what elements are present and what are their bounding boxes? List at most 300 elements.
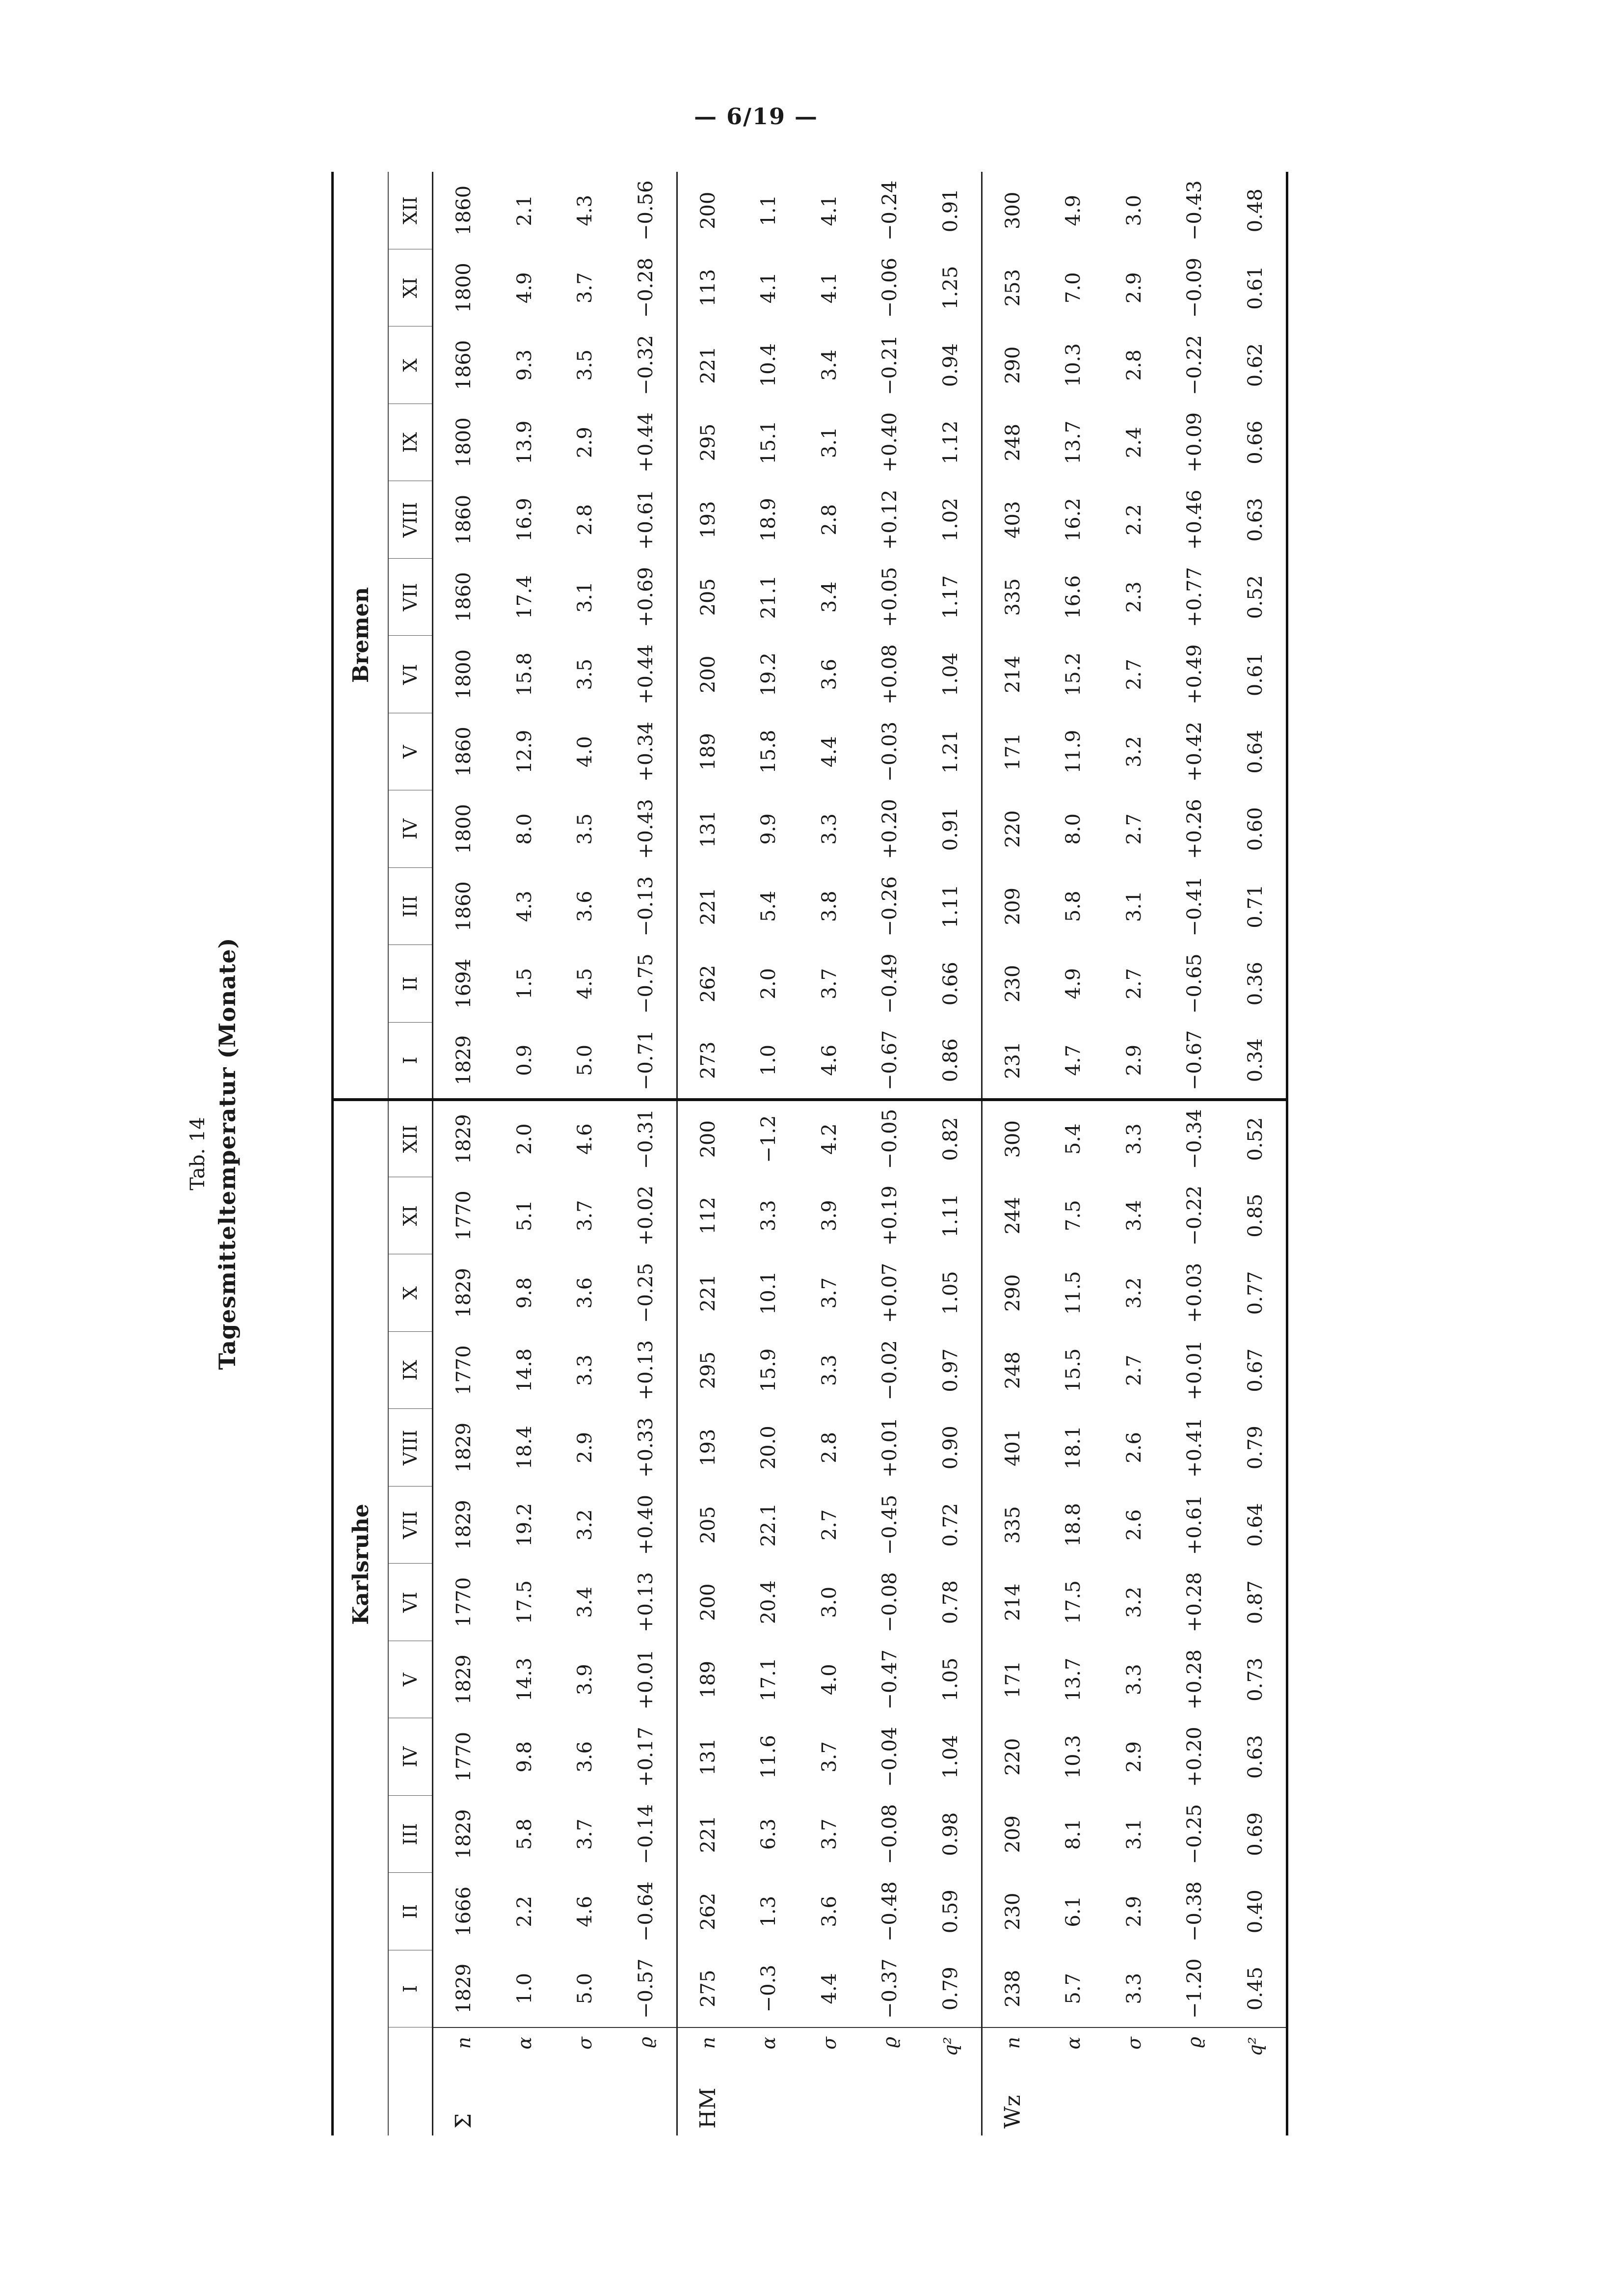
cell-bremen: 15.2	[1062, 652, 1085, 697]
cell-bremen: 220	[982, 790, 1043, 868]
cell-bremen: +0.49	[1183, 644, 1206, 705]
cell-bremen: −0.13	[634, 876, 657, 937]
cell-karlsruhe: +0.01	[1183, 1340, 1206, 1401]
cell-bremen: −0.22	[1183, 335, 1206, 396]
cell-karlsruhe: +0.41	[1183, 1417, 1206, 1478]
month-header: VII	[388, 1486, 433, 1564]
group-label	[1164, 2081, 1224, 2135]
cell-bremen: 2.2	[1122, 504, 1145, 536]
cell-bremen: 171	[982, 713, 1043, 791]
month-header: V	[388, 713, 433, 791]
cell-karlsruhe: 275	[677, 1950, 738, 2028]
month-header: VI	[388, 1564, 433, 1641]
cell-bremen: +0.69	[634, 567, 657, 627]
cell-bremen: 193	[677, 481, 738, 559]
month-header: VIII	[388, 481, 433, 559]
cell-karlsruhe: −0.37	[859, 1950, 920, 2028]
stat-label: q²	[1225, 2027, 1287, 2081]
cell-bremen: 0.71	[1225, 868, 1287, 945]
cell-karlsruhe: 0.79	[1225, 1409, 1287, 1486]
cell-bremen: 1.04	[939, 652, 962, 697]
month-header: III	[388, 1796, 433, 1873]
cell-karlsruhe: 6.1	[1062, 1895, 1085, 1927]
stat-label: n	[433, 2027, 494, 2081]
table-row	[1043, 172, 1103, 2135]
cell-karlsruhe: 3.6	[573, 1277, 596, 1309]
cell-karlsruhe: 11.6	[757, 1735, 780, 1779]
cell-karlsruhe: 171	[982, 1641, 1043, 1719]
cell-karlsruhe: −0.04	[878, 1727, 901, 1787]
cell-bremen: 2.1	[513, 194, 536, 226]
cell-karlsruhe: 19.2	[513, 1503, 536, 1547]
cell-karlsruhe: 193	[677, 1409, 738, 1486]
cell-bremen: 8.0	[513, 813, 536, 845]
stat-label: α	[513, 2037, 535, 2050]
cell-bremen: 17.4	[513, 575, 536, 619]
cell-karlsruhe: 2.8	[818, 1432, 841, 1463]
cell-bremen: −0.03	[878, 721, 901, 782]
stat-label: σ	[1123, 2037, 1145, 2050]
cell-karlsruhe: 1829	[433, 1100, 494, 1177]
cell-bremen: 0.64	[1225, 713, 1287, 791]
cell-bremen: 11.9	[1062, 729, 1085, 774]
table-caption	[186, 810, 255, 1497]
header-blank	[333, 2027, 389, 2081]
cell-karlsruhe: 4.0	[818, 1664, 841, 1696]
cell-karlsruhe: 295	[677, 1332, 738, 1409]
cell-karlsruhe: 0.45	[1225, 1950, 1287, 2028]
cell-karlsruhe: 189	[677, 1641, 738, 1719]
cell-bremen: 248	[982, 404, 1043, 482]
cell-karlsruhe: 3.2	[573, 1509, 596, 1541]
cell-bremen: 253	[982, 249, 1043, 327]
cell-karlsruhe: 3.1	[1122, 1818, 1145, 1850]
cell-karlsruhe: 3.9	[573, 1664, 596, 1696]
cell-bremen: −0.56	[634, 180, 657, 241]
month-header: I	[388, 1950, 433, 2028]
cell-bremen: 221	[677, 326, 738, 404]
cell-karlsruhe: 2.7	[818, 1509, 841, 1541]
cell-bremen: 3.5	[573, 813, 596, 845]
cell-bremen: +0.08	[878, 644, 901, 705]
cell-bremen: 3.1	[573, 581, 596, 613]
table-row	[859, 172, 920, 2135]
cell-bremen: 0.61	[1225, 636, 1287, 713]
cell-bremen: 0.62	[1225, 326, 1287, 404]
cell-karlsruhe: 262	[677, 1873, 738, 1950]
cell-bremen: 3.5	[573, 658, 596, 690]
month-header: IX	[388, 404, 433, 482]
cell-karlsruhe: 221	[677, 1796, 738, 1873]
cell-bremen: 3.5	[573, 349, 596, 381]
cell-bremen: 1.12	[939, 420, 962, 464]
cell-bremen: 200	[677, 636, 738, 713]
group-label	[859, 2081, 920, 2135]
cell-karlsruhe: +0.28	[1183, 1649, 1206, 1710]
cell-bremen: +0.44	[634, 644, 657, 705]
group-label: HM	[677, 2081, 738, 2135]
group-label	[920, 2081, 982, 2135]
cell-karlsruhe: +0.40	[634, 1494, 657, 1555]
cell-karlsruhe: 10.1	[757, 1271, 780, 1315]
cell-karlsruhe: 1829	[433, 1950, 494, 2028]
cell-karlsruhe: 3.3	[757, 1200, 780, 1232]
cell-karlsruhe: −0.08	[878, 1804, 901, 1864]
cell-bremen: 2.9	[573, 427, 596, 459]
cell-karlsruhe: 0.59	[939, 1890, 962, 1934]
cell-bremen: 12.9	[513, 729, 536, 774]
cell-karlsruhe: 5.0	[555, 1950, 615, 2028]
cell-bremen: 189	[677, 713, 738, 791]
cell-bremen: 5.8	[1062, 891, 1085, 922]
cell-bremen: 2.7	[1122, 813, 1145, 845]
cell-karlsruhe: 9.8	[513, 1277, 536, 1309]
cell-karlsruhe: −0.45	[878, 1494, 901, 1555]
cell-bremen: +0.44	[634, 412, 657, 473]
cell-bremen: 3.6	[818, 658, 841, 690]
cell-bremen: 221	[677, 868, 738, 945]
cell-karlsruhe: +0.02	[634, 1185, 657, 1246]
cell-karlsruhe: −0.57	[615, 1950, 677, 2028]
cell-bremen: 290	[982, 326, 1043, 404]
cell-karlsruhe: 14.3	[513, 1657, 536, 1702]
cell-bremen: 1860	[433, 481, 494, 559]
cell-karlsruhe: 0.87	[1225, 1564, 1287, 1641]
cell-karlsruhe: −0.08	[878, 1572, 901, 1633]
table-container	[331, 172, 1288, 2135]
group-label: Wz	[982, 2081, 1043, 2135]
cell-karlsruhe: 3.4	[1122, 1200, 1145, 1232]
table-title: Tagesmitteltemperatur (Monate)	[214, 937, 240, 1370]
month-header: IX	[388, 1332, 433, 1409]
cell-bremen: 1.1	[757, 194, 780, 226]
cell-bremen: +0.42	[1183, 721, 1206, 782]
cell-karlsruhe: 0.64	[1225, 1486, 1287, 1564]
cell-karlsruhe: 1770	[433, 1718, 494, 1796]
cell-karlsruhe: 3.7	[573, 1200, 596, 1232]
cell-bremen: 13.9	[513, 420, 536, 464]
cell-bremen: 4.9	[1062, 194, 1085, 226]
cell-karlsruhe: 3.3	[573, 1354, 596, 1386]
cell-karlsruhe: 0.73	[1225, 1641, 1287, 1719]
cell-karlsruhe: 7.5	[1062, 1200, 1085, 1232]
cell-bremen: 1800	[433, 404, 494, 482]
cell-bremen: 131	[677, 790, 738, 868]
stat-label: n	[677, 2027, 738, 2081]
cell-karlsruhe: 4.6	[573, 1123, 596, 1155]
cell-karlsruhe: 220	[982, 1718, 1043, 1796]
cell-karlsruhe: −0.38	[1183, 1881, 1206, 1942]
cell-karlsruhe: 2.6	[1122, 1432, 1145, 1463]
cell-bremen: 4.1	[757, 272, 780, 304]
month-header-row	[388, 172, 433, 2135]
stat-label: n	[982, 2027, 1043, 2081]
cell-bremen: +0.20	[878, 799, 901, 860]
cell-karlsruhe: 11.5	[1062, 1271, 1085, 1315]
cell-bremen: 2.3	[1122, 581, 1145, 613]
cell-bremen: 3.4	[818, 581, 841, 613]
cell-bremen: 0.61	[1225, 249, 1287, 327]
cell-karlsruhe: −0.14	[634, 1804, 657, 1864]
cell-karlsruhe: 3.7	[573, 1818, 596, 1850]
cell-karlsruhe: −1.2	[757, 1115, 780, 1163]
cell-bremen: −0.26	[878, 876, 901, 937]
cell-bremen: 13.7	[1062, 420, 1085, 464]
table-row	[799, 172, 859, 2135]
cell-karlsruhe: 3.7	[818, 1741, 841, 1773]
cell-karlsruhe: 0.77	[1225, 1254, 1287, 1332]
cell-bremen: 335	[982, 559, 1043, 636]
table-row	[494, 172, 555, 2135]
cell-karlsruhe: 209	[982, 1796, 1043, 1873]
cell-karlsruhe: 0.98	[939, 1812, 962, 1856]
cell-bremen: +0.05	[878, 567, 901, 627]
cell-karlsruhe: 20.4	[757, 1580, 780, 1624]
cell-karlsruhe: 200	[677, 1100, 738, 1177]
station-header-row	[333, 172, 389, 2135]
header-blank	[388, 2027, 433, 2081]
cell-karlsruhe: 401	[982, 1409, 1043, 1486]
cell-karlsruhe: 0.69	[1225, 1796, 1287, 1873]
cell-bremen: 113	[677, 249, 738, 327]
cell-karlsruhe: 1829	[433, 1641, 494, 1719]
cell-karlsruhe: 1829	[433, 1486, 494, 1564]
table-row	[982, 172, 1043, 2135]
cell-bremen: 1860	[433, 713, 494, 791]
table-row	[615, 172, 677, 2135]
cell-bremen: 15.8	[513, 652, 536, 697]
cell-karlsruhe: 0.78	[939, 1580, 962, 1624]
month-header: VI	[388, 636, 433, 713]
cell-bremen: 1694	[433, 945, 494, 1023]
cell-bremen: −0.43	[1183, 180, 1206, 241]
month-header: X	[388, 1254, 433, 1332]
cell-bremen: 2.8	[1122, 349, 1145, 381]
cell-karlsruhe: 18.1	[1062, 1426, 1085, 1470]
cell-karlsruhe: 17.5	[1062, 1580, 1085, 1624]
cell-karlsruhe: 2.7	[1122, 1354, 1145, 1386]
month-header: IV	[388, 790, 433, 868]
cell-bremen: 21.1	[757, 575, 780, 619]
cell-karlsruhe: +0.07	[878, 1263, 901, 1324]
cell-bremen: −0.67	[1164, 1023, 1224, 1100]
cell-karlsruhe: 2.9	[573, 1432, 596, 1463]
cell-karlsruhe: −0.3	[739, 1950, 799, 2028]
month-header: VIII	[388, 1409, 433, 1486]
month-header: I	[388, 1023, 433, 1100]
cell-bremen: −0.67	[859, 1023, 920, 1100]
cell-bremen: 5.4	[757, 891, 780, 922]
cell-bremen: 1.21	[939, 729, 962, 774]
cell-karlsruhe: 2.9	[1122, 1895, 1145, 1927]
stat-label: ϱ	[878, 2037, 901, 2048]
cell-bremen: −0.06	[878, 257, 901, 318]
cell-karlsruhe: +0.03	[1183, 1263, 1206, 1324]
cell-karlsruhe: 5.1	[513, 1200, 536, 1232]
cell-karlsruhe: 248	[982, 1332, 1043, 1409]
group-label	[615, 2081, 677, 2135]
cell-bremen: 200	[677, 172, 738, 249]
cell-bremen: 0.9	[494, 1023, 555, 1100]
cell-karlsruhe: +0.33	[634, 1417, 657, 1478]
group-label	[739, 2081, 799, 2135]
cell-bremen: 3.8	[818, 891, 841, 922]
stat-label: q²	[939, 2037, 961, 2056]
month-header: VII	[388, 559, 433, 636]
cell-karlsruhe: 3.3	[1122, 1664, 1145, 1696]
group-label	[555, 2081, 615, 2135]
cell-karlsruhe: 20.0	[757, 1426, 780, 1470]
cell-karlsruhe: 10.3	[1062, 1735, 1085, 1779]
cell-karlsruhe: 3.4	[573, 1586, 596, 1618]
cell-karlsruhe: 14.8	[513, 1348, 536, 1392]
cell-bremen: 1.5	[513, 968, 536, 999]
month-header: XII	[388, 172, 433, 249]
cell-bremen: 5.0	[555, 1023, 615, 1100]
cell-bremen: −0.28	[634, 257, 657, 318]
stat-label: α	[758, 2037, 780, 2050]
cell-karlsruhe: 9.8	[513, 1741, 536, 1773]
cell-bremen: 1860	[433, 172, 494, 249]
cell-bremen: −0.75	[634, 953, 657, 1014]
cell-bremen: 4.6	[799, 1023, 859, 1100]
cell-bremen: 18.9	[757, 498, 780, 542]
cell-bremen: 4.9	[1062, 968, 1085, 999]
cell-karlsruhe: 0.97	[939, 1348, 962, 1392]
cell-karlsruhe: −0.25	[634, 1263, 657, 1324]
cell-karlsruhe: −0.47	[878, 1649, 901, 1710]
cell-bremen: 16.2	[1062, 498, 1085, 542]
cell-bremen: 1.17	[939, 575, 962, 619]
cell-karlsruhe: 6.3	[757, 1818, 780, 1850]
cell-bremen: −0.71	[615, 1023, 677, 1100]
cell-bremen: 0.48	[1225, 172, 1287, 249]
cell-bremen: 1800	[433, 249, 494, 327]
cell-karlsruhe: 1.04	[939, 1735, 962, 1779]
cell-bremen: 2.7	[1122, 968, 1145, 999]
cell-karlsruhe: 2.9	[1122, 1741, 1145, 1773]
cell-karlsruhe: 2.2	[513, 1895, 536, 1927]
cell-bremen: 1860	[433, 326, 494, 404]
cell-bremen: 7.0	[1062, 272, 1085, 304]
cell-karlsruhe: 22.1	[757, 1503, 780, 1547]
table-row	[1164, 172, 1224, 2135]
cell-bremen: +0.40	[878, 412, 901, 473]
cell-karlsruhe: 238	[982, 1950, 1043, 2028]
cell-bremen: 4.1	[818, 194, 841, 226]
cell-bremen: 3.4	[818, 349, 841, 381]
cell-bremen: +0.77	[1183, 567, 1206, 627]
cell-bremen: 403	[982, 481, 1043, 559]
cell-karlsruhe: 0.85	[1225, 1177, 1287, 1255]
cell-karlsruhe: +0.61	[1183, 1494, 1206, 1555]
cell-bremen: +0.43	[634, 799, 657, 860]
cell-karlsruhe: 335	[982, 1486, 1043, 1564]
cell-bremen: −0.09	[1183, 257, 1206, 318]
cell-bremen: 1800	[433, 636, 494, 713]
cell-karlsruhe: −0.34	[1183, 1108, 1206, 1169]
cell-bremen: 2.4	[1122, 427, 1145, 459]
cell-karlsruhe: 0.90	[939, 1426, 962, 1470]
cell-bremen: 0.36	[1225, 945, 1287, 1023]
cell-karlsruhe: 5.7	[1043, 1950, 1103, 2028]
cell-karlsruhe: 0.52	[1225, 1100, 1287, 1177]
cell-bremen: 3.1	[1122, 891, 1145, 922]
cell-bremen: 0.63	[1225, 481, 1287, 559]
cell-karlsruhe: 15.9	[757, 1348, 780, 1392]
station-header: Karlsruhe	[333, 1100, 389, 2027]
cell-karlsruhe: 230	[982, 1873, 1043, 1950]
cell-karlsruhe: −0.02	[878, 1340, 901, 1401]
cell-karlsruhe: 0.63	[1225, 1718, 1287, 1796]
cell-bremen: 4.4	[818, 736, 841, 768]
cell-bremen: 9.3	[513, 349, 536, 381]
cell-karlsruhe: 2.0	[513, 1123, 536, 1155]
cell-karlsruhe: +0.13	[634, 1572, 657, 1633]
cell-bremen: +0.34	[634, 721, 657, 782]
table-row	[739, 172, 799, 2135]
stat-label: ϱ	[635, 2037, 657, 2048]
cell-karlsruhe: +0.28	[1183, 1572, 1206, 1633]
cell-karlsruhe: +0.01	[634, 1649, 657, 1710]
cell-karlsruhe: 200	[677, 1564, 738, 1641]
cell-karlsruhe: −1.20	[1164, 1950, 1224, 2028]
cell-bremen: 209	[982, 868, 1043, 945]
cell-bremen: 1860	[433, 868, 494, 945]
cell-bremen: 4.3	[573, 194, 596, 226]
cell-karlsruhe: 5.8	[513, 1818, 536, 1850]
group-label	[1225, 2081, 1287, 2135]
stat-label: ϱ	[1183, 2037, 1205, 2048]
cell-karlsruhe: −0.05	[878, 1108, 901, 1169]
cell-bremen: −0.41	[1183, 876, 1206, 937]
cell-bremen: 0.60	[1225, 790, 1287, 868]
cell-bremen: 4.5	[573, 968, 596, 999]
cell-bremen: 2.7	[1122, 658, 1145, 690]
cell-bremen: 2.8	[573, 504, 596, 536]
month-header: II	[388, 945, 433, 1023]
cell-karlsruhe: 244	[982, 1177, 1043, 1255]
cell-bremen: 3.0	[1122, 194, 1145, 226]
cell-karlsruhe: +0.17	[634, 1727, 657, 1787]
cell-karlsruhe: 3.3	[818, 1354, 841, 1386]
cell-karlsruhe: 3.7	[818, 1818, 841, 1850]
cell-bremen: 8.0	[1062, 813, 1085, 845]
cell-karlsruhe: 4.6	[573, 1895, 596, 1927]
month-header: II	[388, 1873, 433, 1950]
cell-bremen: +0.26	[1183, 799, 1206, 860]
month-header: III	[388, 868, 433, 945]
cell-karlsruhe: 131	[677, 1718, 738, 1796]
cell-bremen: 1829	[433, 1023, 494, 1100]
cell-bremen: 3.7	[573, 272, 596, 304]
cell-karlsruhe: −0.25	[1183, 1804, 1206, 1864]
cell-karlsruhe: 8.1	[1062, 1818, 1085, 1850]
cell-karlsruhe: 18.8	[1062, 1503, 1085, 1547]
cell-bremen: 231	[982, 1023, 1043, 1100]
cell-karlsruhe: 1.05	[939, 1271, 962, 1315]
cell-bremen: 10.3	[1062, 343, 1085, 387]
cell-karlsruhe: 1770	[433, 1564, 494, 1641]
group-label	[1043, 2081, 1103, 2135]
cell-bremen: 3.7	[818, 968, 841, 999]
cell-karlsruhe: 18.4	[513, 1426, 536, 1470]
cell-bremen: 273	[677, 1023, 738, 1100]
cell-bremen: −0.49	[878, 953, 901, 1014]
cell-bremen: 3.1	[818, 427, 841, 459]
cell-bremen: 0.66	[939, 962, 962, 1006]
cell-bremen: 0.91	[939, 807, 962, 851]
